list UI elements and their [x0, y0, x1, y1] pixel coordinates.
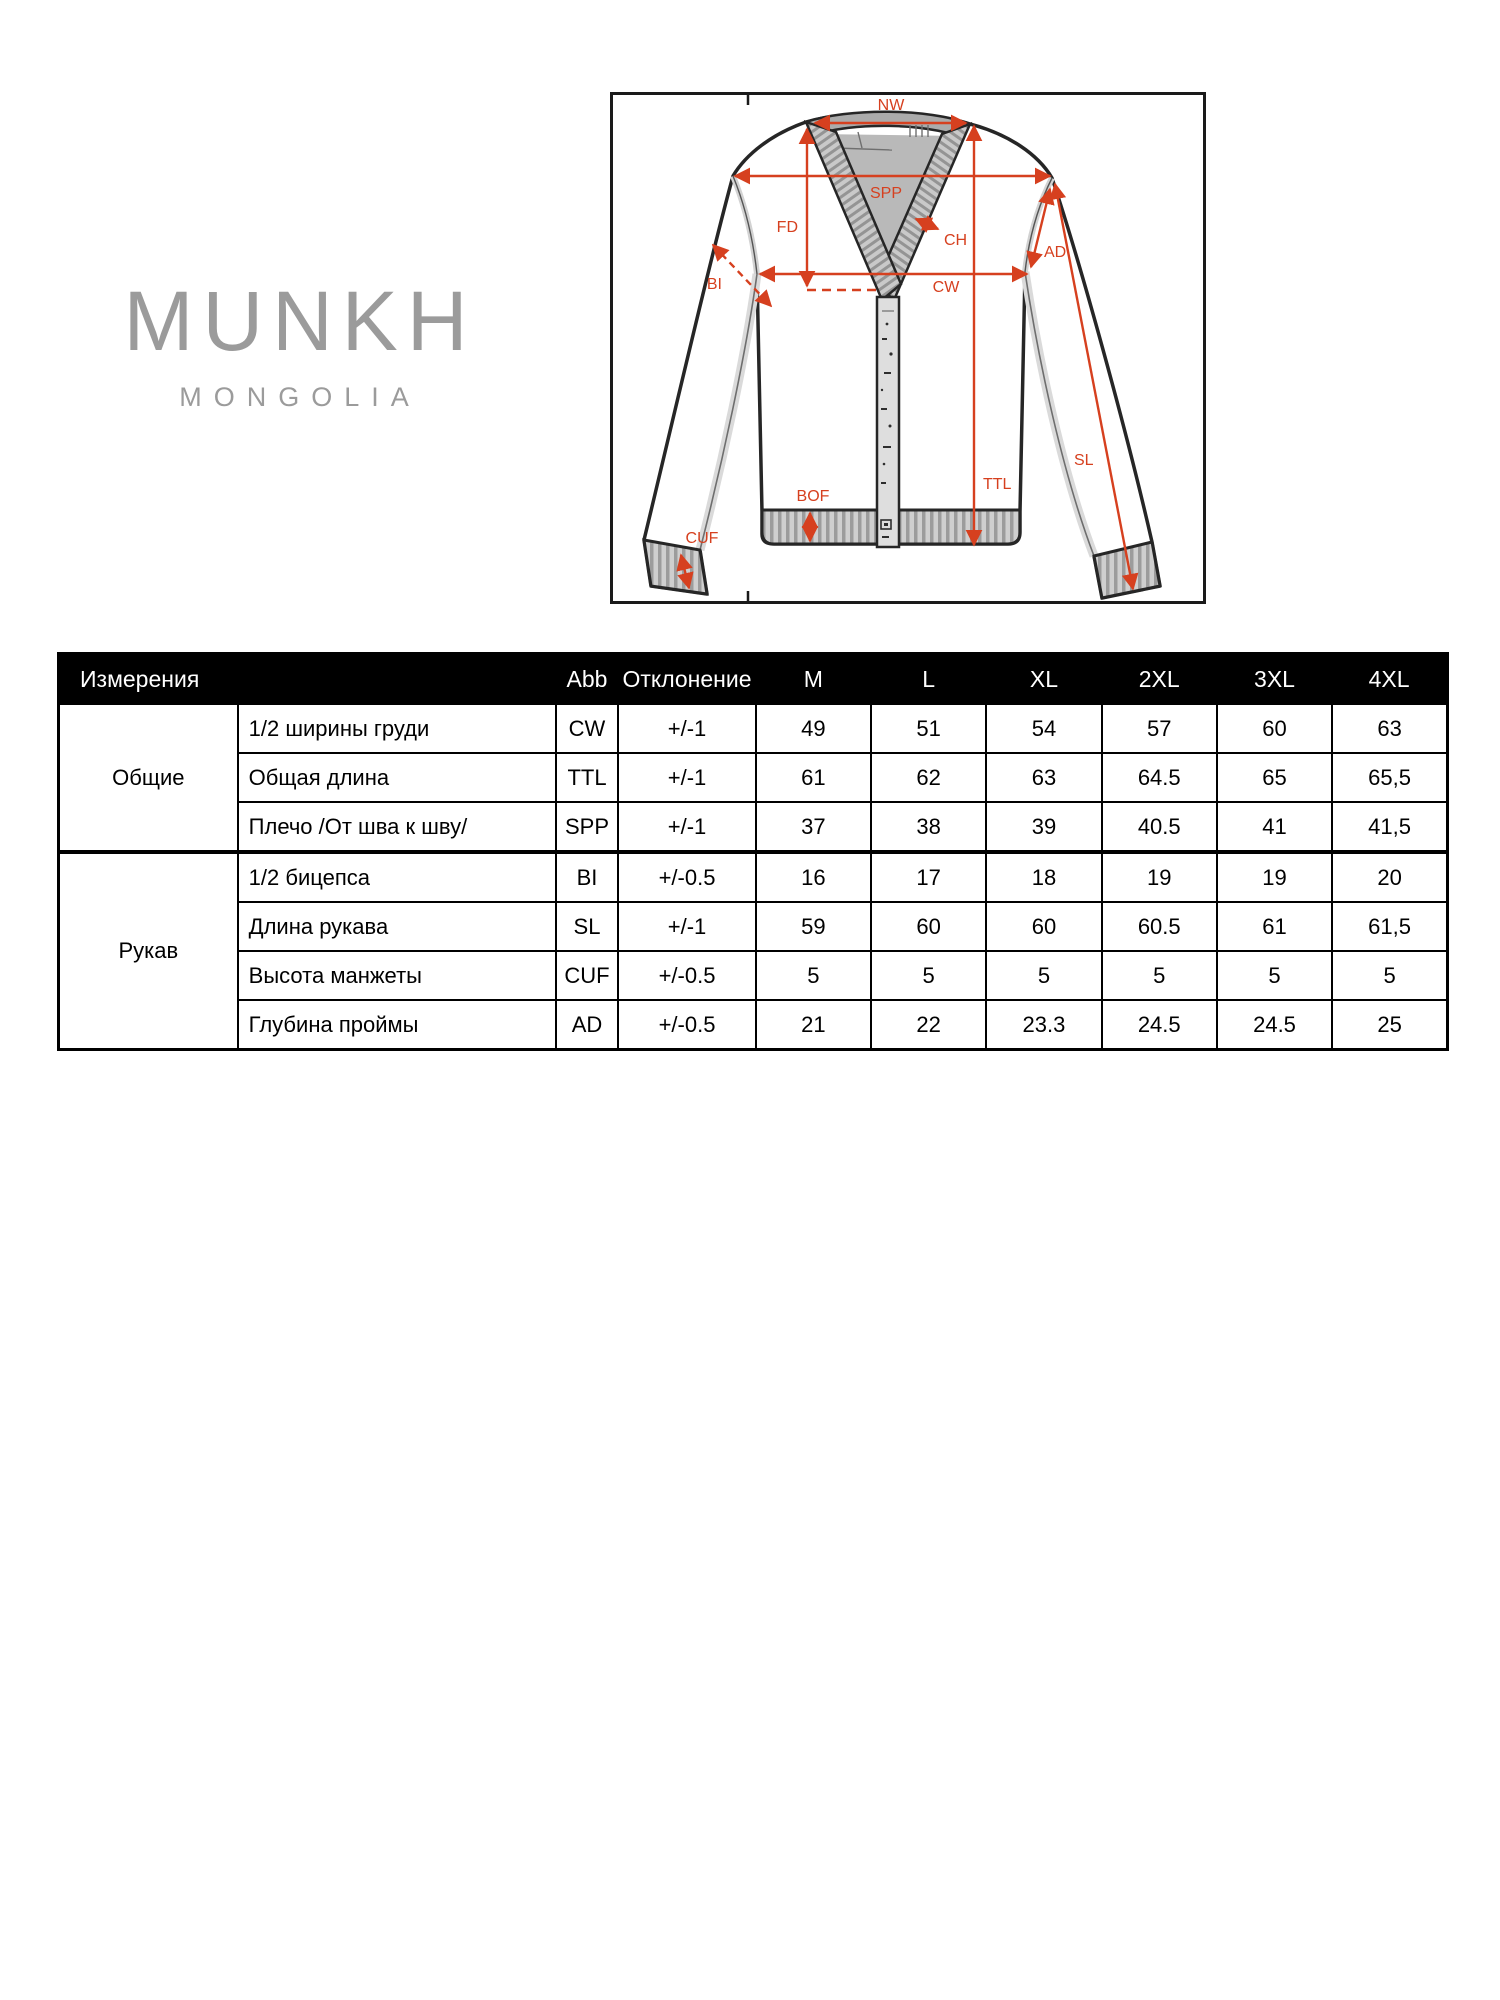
- value-2xl: 40.5: [1102, 802, 1217, 852]
- measure-abb: AD: [556, 1000, 619, 1050]
- value-2xl: 5: [1102, 951, 1217, 1000]
- value-xl: 23.3: [986, 1000, 1101, 1050]
- value-m: 49: [756, 704, 871, 753]
- value-2xl: 60.5: [1102, 902, 1217, 951]
- measure-label: Высота манжеты: [238, 951, 556, 1000]
- button-placket: [877, 297, 899, 547]
- measure-abb: BI: [556, 852, 619, 902]
- value-2xl: 64.5: [1102, 753, 1217, 802]
- measure-label: Глубина проймы: [238, 1000, 556, 1050]
- value-3xl: 60: [1217, 704, 1332, 753]
- measure-tol: +/-1: [618, 704, 756, 753]
- header-size-2xl: 2XL: [1102, 654, 1217, 705]
- value-m: 16: [756, 852, 871, 902]
- value-3xl: 5: [1217, 951, 1332, 1000]
- value-l: 51: [871, 704, 986, 753]
- table-row: [59, 704, 1448, 753]
- value-2xl: 19: [1102, 852, 1217, 902]
- measure-abb: CUF: [556, 951, 619, 1000]
- header-size-l: L: [871, 654, 986, 705]
- value-xl: 60: [986, 902, 1101, 951]
- cw-label: CW: [932, 279, 960, 296]
- value-m: 5: [756, 951, 871, 1000]
- value-xl: 39: [986, 802, 1101, 852]
- measure-tol: +/-1: [618, 902, 756, 951]
- cardigan-technical-drawing: [610, 92, 1206, 604]
- header-size-m: M: [756, 654, 871, 705]
- measure-tol: +/-1: [618, 753, 756, 802]
- sl-label: SL: [1074, 452, 1094, 469]
- fd-label: FD: [776, 219, 798, 236]
- group-label-rukav: Рукав: [59, 852, 238, 1050]
- header-measurements: Измерения: [59, 654, 556, 705]
- measure-label: Общая длина: [238, 753, 556, 802]
- value-4xl: 61,5: [1332, 902, 1447, 951]
- table-row: [59, 802, 1448, 852]
- nw-label: NW: [877, 97, 905, 114]
- value-l: 38: [871, 802, 986, 852]
- value-m: 59: [756, 902, 871, 951]
- value-2xl: 24.5: [1102, 1000, 1217, 1050]
- value-3xl: 41: [1217, 802, 1332, 852]
- measure-abb: SPP: [556, 802, 619, 852]
- measure-abb: TTL: [556, 753, 619, 802]
- value-l: 5: [871, 951, 986, 1000]
- value-4xl: 25: [1332, 1000, 1447, 1050]
- value-4xl: 63: [1332, 704, 1447, 753]
- header-tolerance: Отклонение: [618, 654, 756, 705]
- value-l: 22: [871, 1000, 986, 1050]
- measure-tol: +/-0.5: [618, 852, 756, 902]
- value-2xl: 57: [1102, 704, 1217, 753]
- value-4xl: 20: [1332, 852, 1447, 902]
- header-size-3xl: 3XL: [1217, 654, 1332, 705]
- value-4xl: 41,5: [1332, 802, 1447, 852]
- spp-label: SPP: [869, 185, 903, 202]
- group-label-obshie: Общие: [59, 704, 238, 852]
- ch-label: CH: [944, 232, 968, 249]
- measure-label: 1/2 ширины груди: [238, 704, 556, 753]
- table-row: [59, 852, 1448, 902]
- table-header-row: [59, 654, 1448, 705]
- value-4xl: 5: [1332, 951, 1447, 1000]
- value-3xl: 24.5: [1217, 1000, 1332, 1050]
- measure-abb: SL: [556, 902, 619, 951]
- table-row: [59, 951, 1448, 1000]
- brand-subtitle: MONGOLIA: [179, 382, 421, 412]
- value-3xl: 65: [1217, 753, 1332, 802]
- brand-name: MUNKH: [123, 274, 477, 368]
- value-3xl: 61: [1217, 902, 1332, 951]
- measure-label: 1/2 бицепса: [238, 852, 556, 902]
- cuff-left: [644, 540, 707, 594]
- bi-label: BI: [706, 276, 722, 293]
- value-xl: 63: [986, 753, 1101, 802]
- header-abb: Abb: [556, 654, 619, 705]
- header-size-xl: XL: [986, 654, 1101, 705]
- value-xl: 54: [986, 704, 1101, 753]
- value-l: 62: [871, 753, 986, 802]
- table-row: [59, 1000, 1448, 1050]
- measure-abb: CW: [556, 704, 619, 753]
- measure-label: Плечо /От шва к шву/: [238, 802, 556, 852]
- table-row: [59, 902, 1448, 951]
- ad-label: AD: [1044, 244, 1067, 261]
- ttl-label: TTL: [983, 476, 1012, 493]
- value-m: 21: [756, 1000, 871, 1050]
- header-size-4xl: 4XL: [1332, 654, 1447, 705]
- measure-tol: +/-0.5: [618, 951, 756, 1000]
- measure-label: Длина рукава: [238, 902, 556, 951]
- cuf-label: CUF: [685, 530, 719, 547]
- value-3xl: 19: [1217, 852, 1332, 902]
- value-m: 61: [756, 753, 871, 802]
- value-4xl: 65,5: [1332, 753, 1447, 802]
- measure-tol: +/-0.5: [618, 1000, 756, 1050]
- value-xl: 18: [986, 852, 1101, 902]
- table-row: [59, 753, 1448, 802]
- garment-diagram: [610, 92, 1206, 604]
- value-l: 60: [871, 902, 986, 951]
- value-m: 37: [756, 802, 871, 852]
- bof-label: BOF: [796, 488, 830, 505]
- size-table: [57, 652, 1449, 1051]
- value-xl: 5: [986, 951, 1101, 1000]
- brand-logo: [110, 274, 490, 412]
- value-l: 17: [871, 852, 986, 902]
- measure-tol: +/-1: [618, 802, 756, 852]
